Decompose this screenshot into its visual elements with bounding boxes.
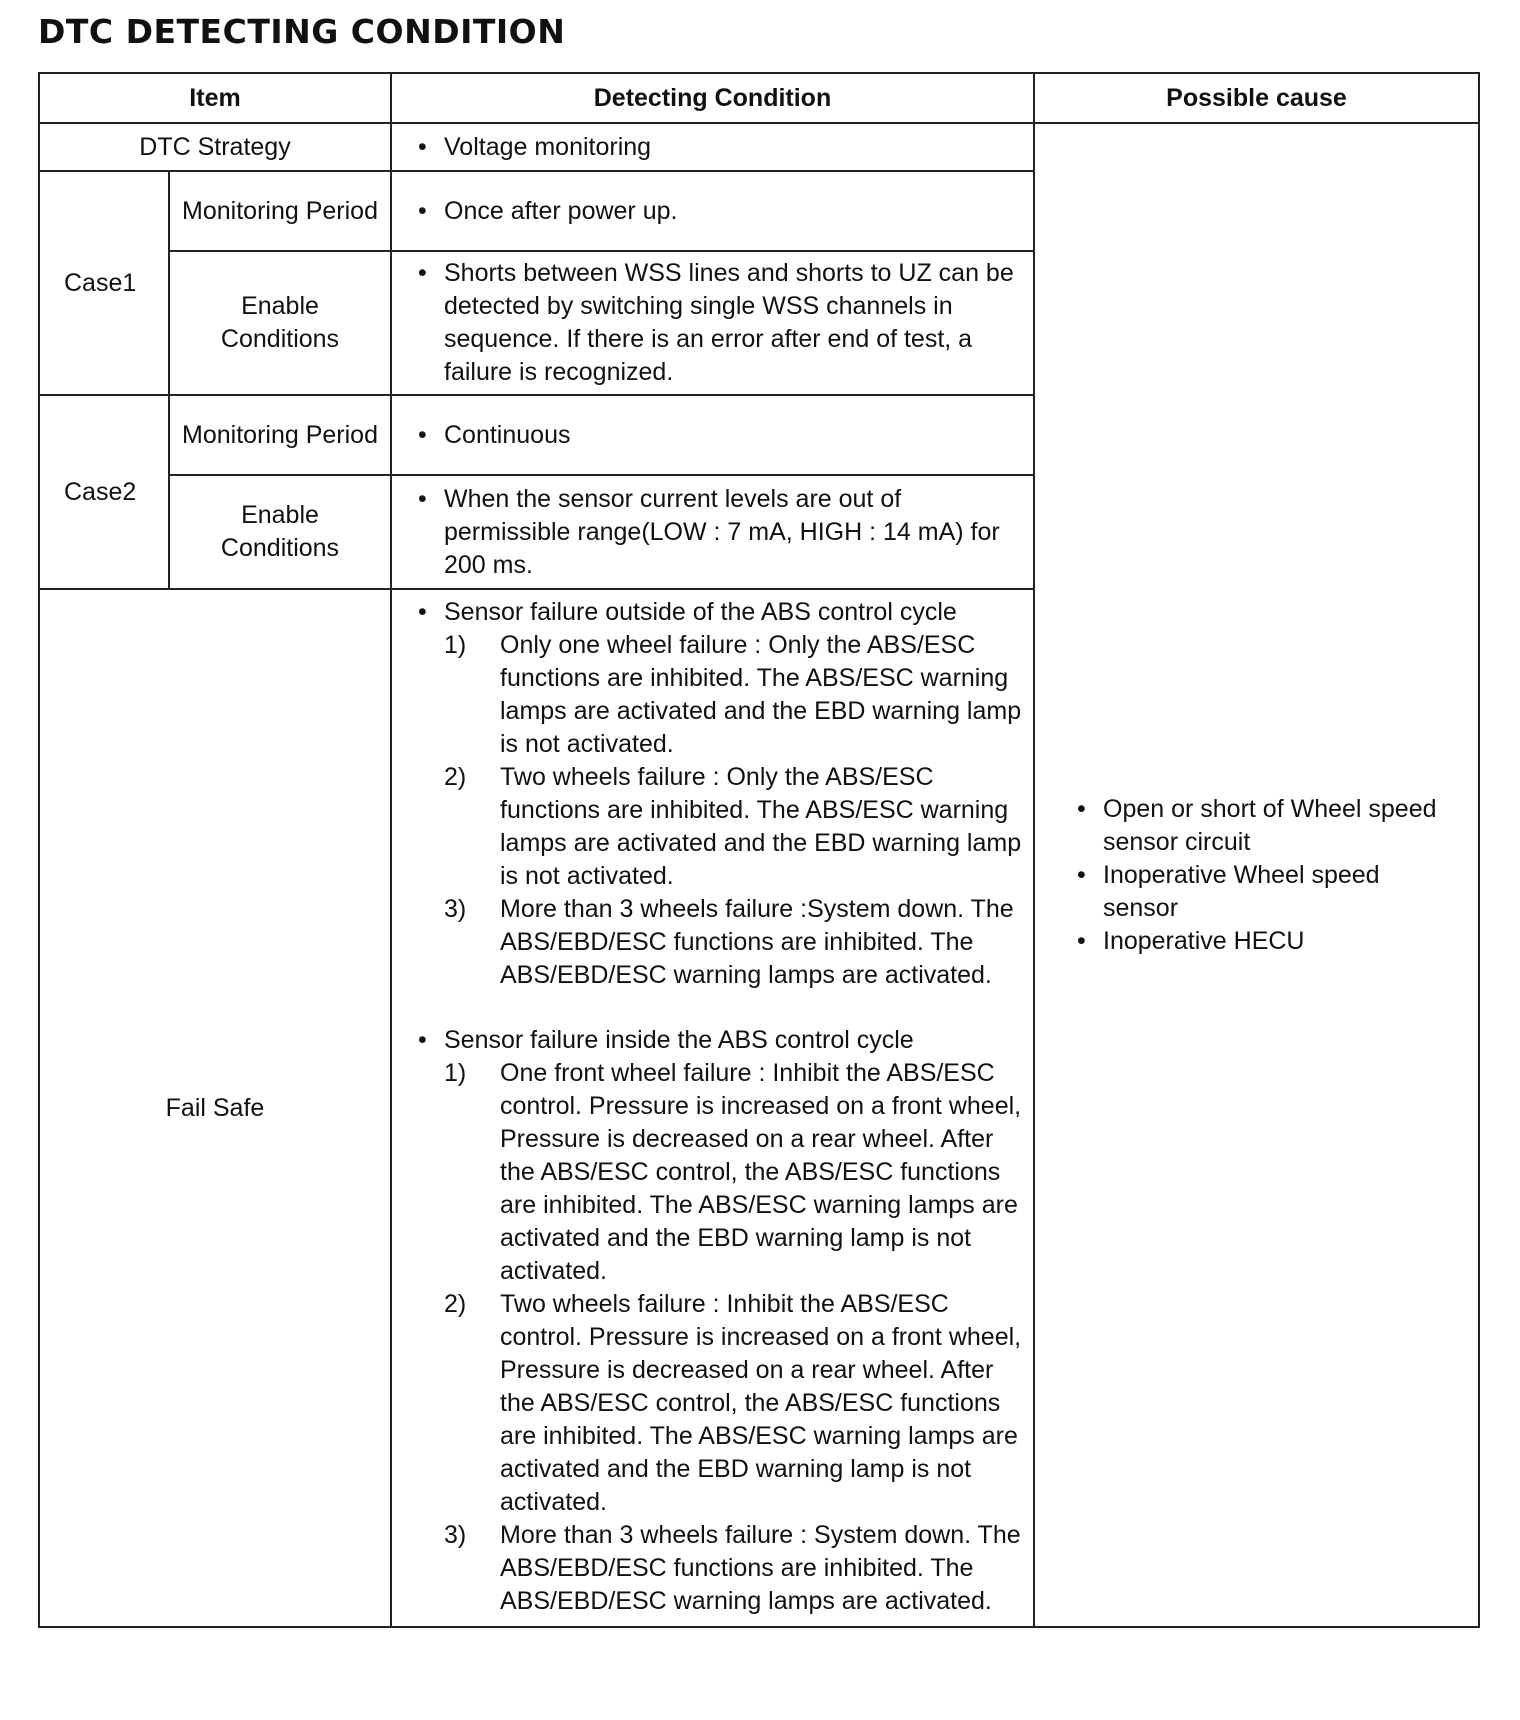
case2-enable-bullet: • When the sensor current levels are out of permissible range(LOW : 7 mA, HIGH : 14 mA) for 200 ms. <box>444 483 1023 582</box>
cause-item: • Open or short of Wheel speed sensor circuit <box>1103 793 1458 859</box>
header-item: Item <box>39 73 391 123</box>
case1-enable-bullet: • Shorts between WSS lines and shorts to UZ can be detected by switching single WSS channels in sequence. If there is an error after end of test, a failure is recognized. <box>444 257 1023 389</box>
case1-monitoring-label: Monitoring Period <box>169 171 391 251</box>
header-detecting-condition: Detecting Condition <box>391 73 1034 123</box>
row-dtc-strategy <box>39 123 1479 171</box>
fail-safe-value <box>391 589 1034 1627</box>
case1-enable-value <box>391 251 1034 395</box>
possible-cause-cell <box>1034 123 1479 1627</box>
fail-safe-label: Fail Safe <box>39 589 391 1627</box>
dtc-table <box>38 72 1480 1628</box>
possible-cause-list <box>1075 793 1458 958</box>
case2-monitoring-bullet: • Continuous <box>444 419 1023 452</box>
page-title: DTC DETECTING CONDITION <box>38 12 566 51</box>
cause-item: • Inoperative HECU <box>1103 925 1458 958</box>
case1-enable-label: Enable Conditions <box>169 251 391 395</box>
outside-item: 1) Only one wheel failure : Only the ABS/ESC functions are inhibited. The ABS/ESC warning lamps are activated and the EBD warning lamp is not activated. <box>444 631 1022 758</box>
case2-monitoring-label: Monitoring Period <box>169 395 391 475</box>
cause-item: • Inoperative Wheel speed sensor <box>1103 859 1458 925</box>
dtc-strategy-label: DTC Strategy <box>39 123 391 171</box>
fail-safe-outside-block <box>444 596 1023 1024</box>
inside-item: 3) More than 3 wheels failure : System down. The ABS/EBD/ESC functions are inhibited. The ABS/EBD/ESC warning lamps are activated. <box>444 1521 1021 1615</box>
inside-item: 1) One front wheel failure : Inhibit the ABS/ESC control. Pressure is increased on a front wheel, Pressure is decreased on a rear wheel. After the ABS/ESC control, the ABS/ESC functions are inhibited. The ABS/ESC warning lamps are activated and the EBD warning lamp is not activated. <box>444 1059 1022 1285</box>
case2-monitoring-value <box>391 395 1034 475</box>
header-row <box>39 73 1479 123</box>
case1-monitoring-value <box>391 171 1034 251</box>
inside-item: 2) Two wheels failure : Inhibit the ABS/ESC control. Pressure is increased on a front wheel, Pressure is decreased on a rear wheel. After the ABS/ESC control, the ABS/ESC functions are inhibited. The ABS/ESC warning lamps are activated and the EBD warning lamp is not activated. <box>444 1290 1022 1516</box>
strategy-bullet: • Voltage monitoring <box>444 131 1023 164</box>
case1-monitoring-bullet: • Once after power up. <box>444 195 1023 228</box>
outside-item: 2) Two wheels failure : Only the ABS/ESC functions are inhibited. The ABS/ESC warning lamps are activated and the EBD warning lamp is not activated. <box>444 763 1022 890</box>
outside-item: 3) More than 3 wheels failure :System down. The ABS/EBD/ESC functions are inhibited. The ABS/EBD/ESC warning lamps are activated. <box>444 895 1014 989</box>
outside-heading: • Sensor failure outside of the ABS control cycle <box>444 598 957 626</box>
case2-label: Case2 <box>39 395 169 589</box>
case2-enable-value <box>391 475 1034 589</box>
inside-heading: • Sensor failure inside the ABS control cycle <box>444 1026 914 1054</box>
case1-label: Case1 <box>39 171 169 395</box>
dtc-strategy-value <box>391 123 1034 171</box>
header-possible-cause: Possible cause <box>1034 73 1479 123</box>
case2-enable-label: Enable Conditions <box>169 475 391 589</box>
fail-safe-inside-block <box>444 1024 1023 1618</box>
